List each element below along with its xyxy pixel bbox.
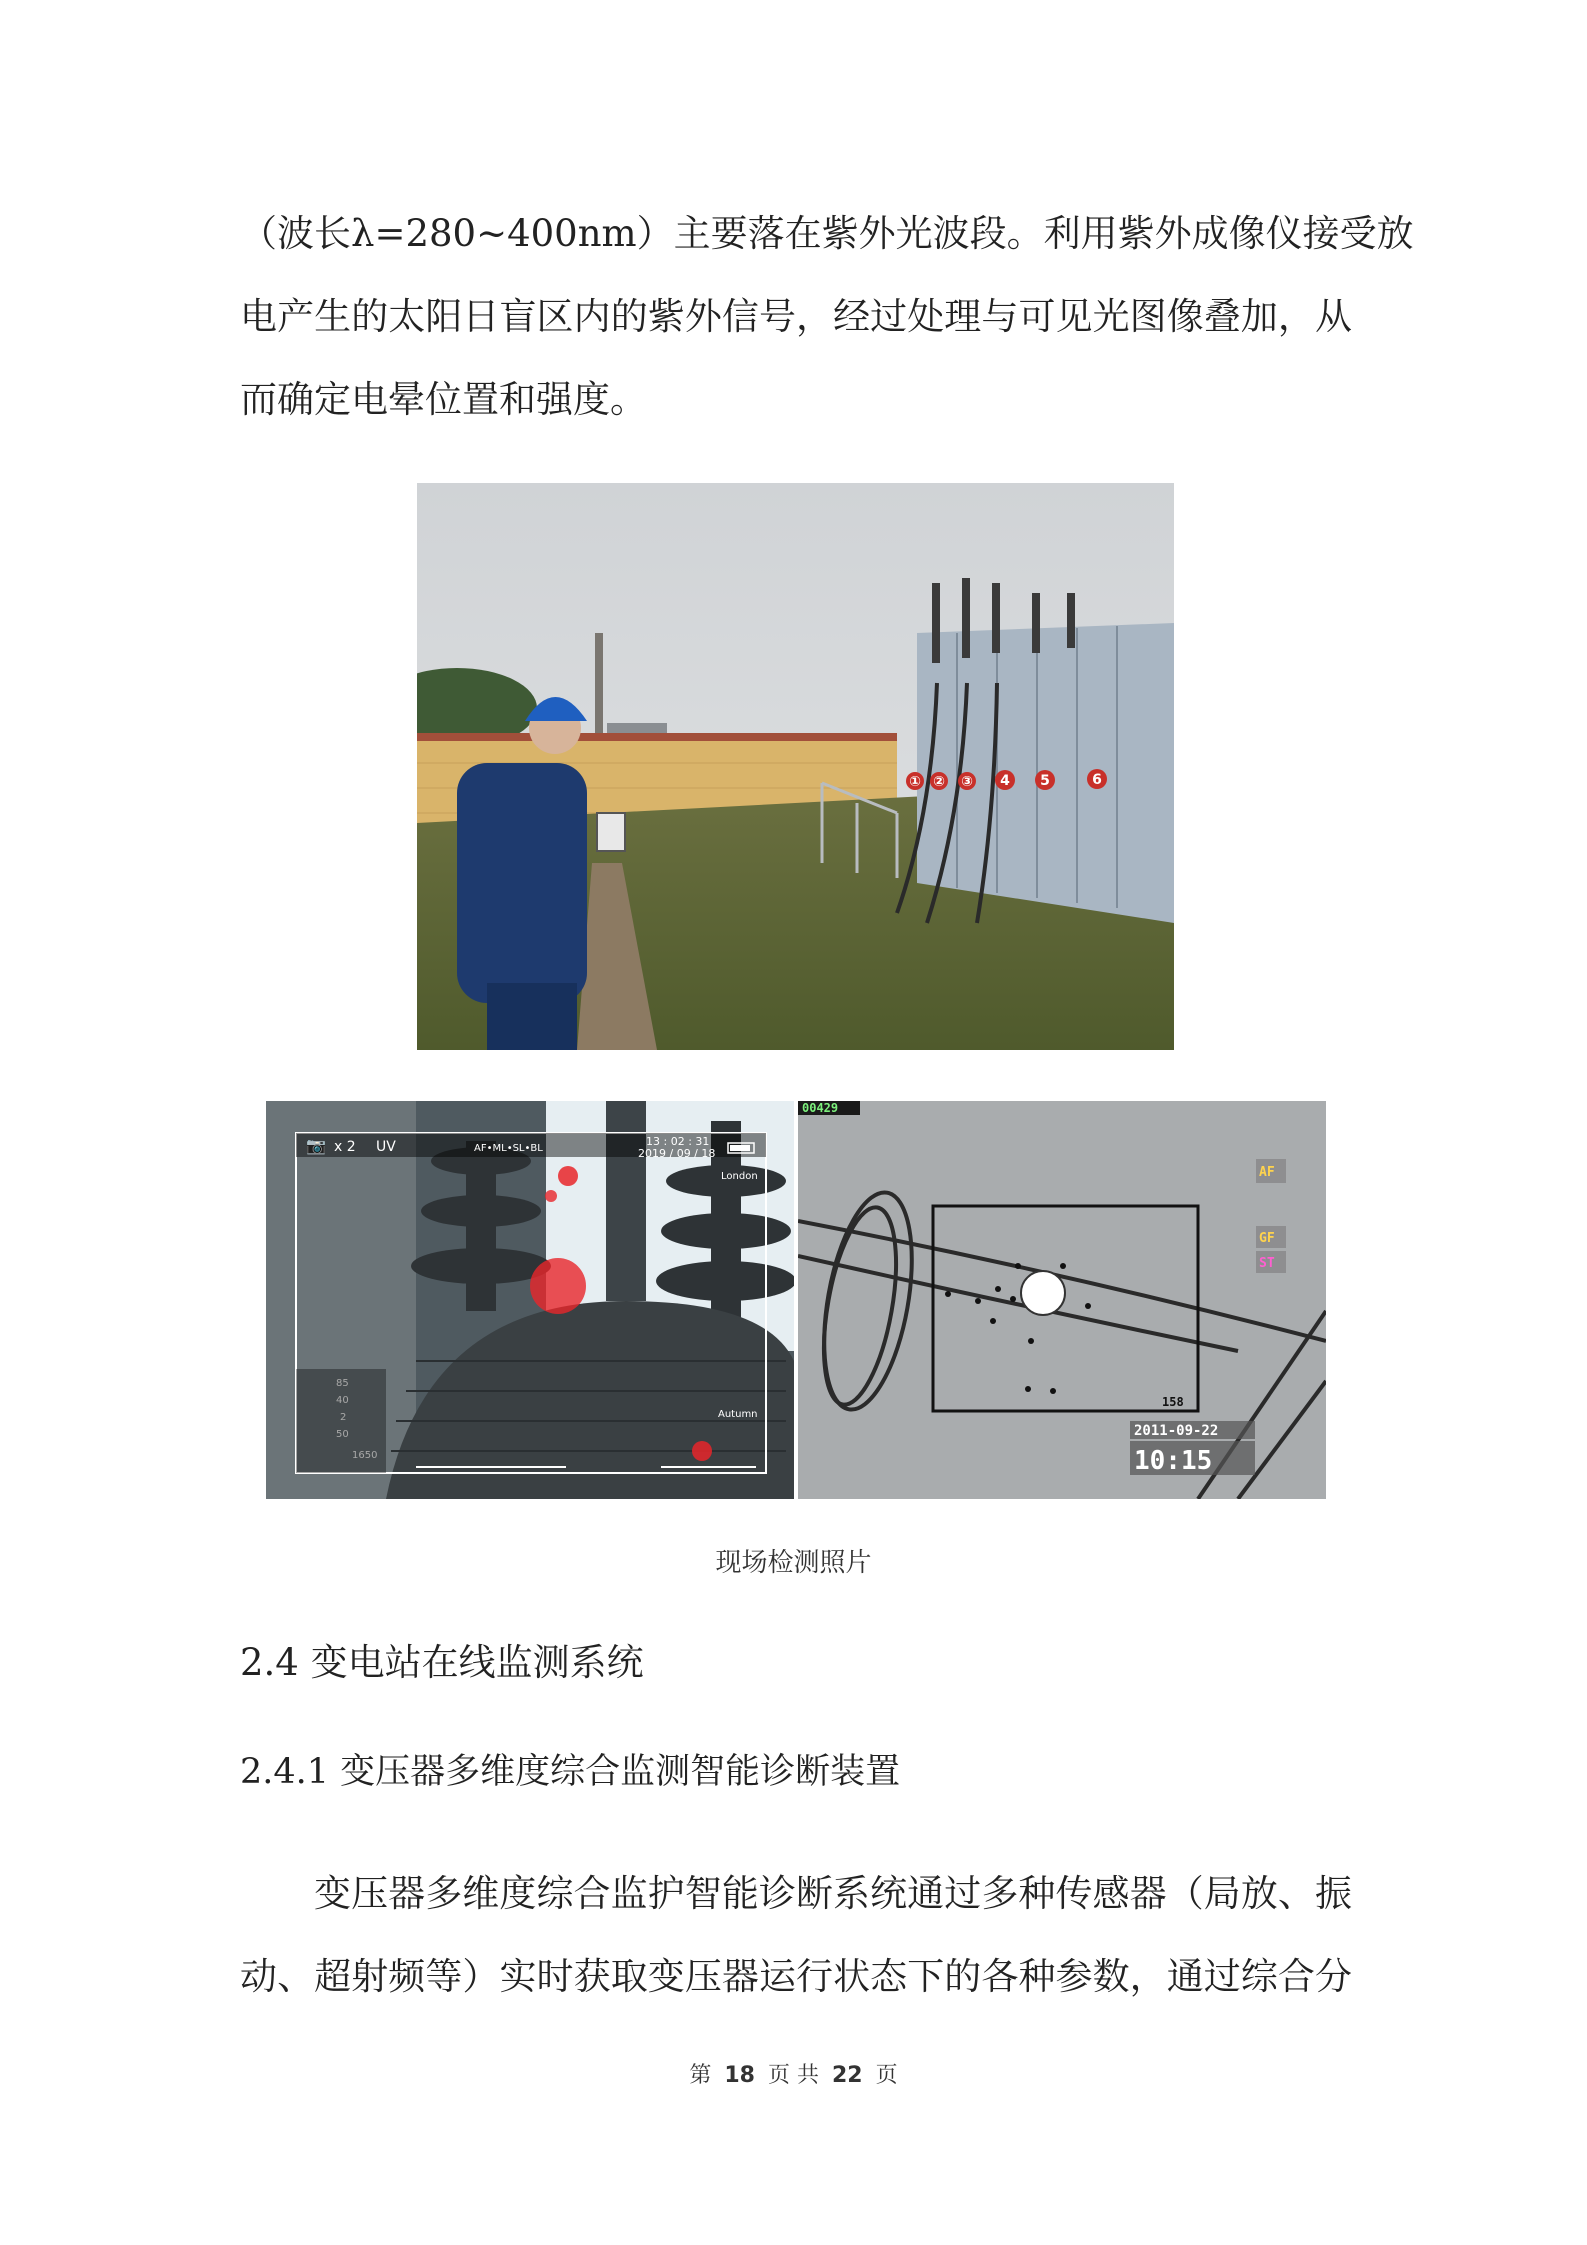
page-current: 18: [724, 2063, 755, 2088]
figure-caption: 现场检测照片: [715, 1548, 872, 1578]
body-line-1: 变压器多维度综合监护智能诊断系统通过多种传感器（局放、振: [314, 1872, 1352, 1915]
photon-count: 1650: [352, 1450, 378, 1461]
readout-3: 2: [340, 1412, 347, 1423]
osd-date: 2019 / 09 / 18: [638, 1147, 716, 1160]
corona-spot: [692, 1441, 712, 1461]
osd-time-right: 10:15: [1134, 1446, 1213, 1476]
af-status: AF•ML•SL•BL: [474, 1143, 543, 1154]
photo-drawing: [417, 483, 1174, 1050]
discharge-blob: [1021, 1271, 1065, 1315]
osd-location: London: [721, 1171, 758, 1182]
subsection-heading: 2.4.1 变压器多维度综合监测智能诊断装置: [240, 1752, 901, 1792]
page-footer: [0, 2058, 1587, 2089]
uv-right-drawing: [798, 1101, 1326, 1499]
intro-line-3: 而确定电晕位置和强度。: [240, 378, 647, 421]
uv-imager-screen-right: [798, 1101, 1326, 1499]
transformer-label-1: ①: [909, 774, 921, 790]
osd-season: Autumn: [718, 1409, 758, 1420]
readout-2: 40: [336, 1395, 349, 1406]
section-heading: 2.4 变电站在线监测系统: [240, 1641, 644, 1684]
osd-time: 13 : 02 : 31: [646, 1135, 710, 1148]
intro-line-2: 电产生的太阳日盲区内的紫外信号，经过处理与可见光图像叠加，从: [240, 295, 1352, 338]
readout-1: 85: [336, 1378, 349, 1389]
wall-cap: [417, 733, 897, 741]
uv-left-drawing: [266, 1101, 794, 1499]
intro-paragraph: [240, 192, 1414, 441]
frame-value: 158: [1162, 1395, 1184, 1409]
transformer-label-2: ②: [933, 774, 945, 790]
body-paragraph: [240, 1852, 1352, 2018]
osd-date-right: 2011-09-22: [1134, 1423, 1219, 1439]
tag-st: ST: [1259, 1256, 1275, 1271]
corona-spot: [545, 1190, 557, 1202]
transformer-label-6: 6: [1092, 772, 1102, 788]
uv-mode: UV: [376, 1139, 396, 1155]
body-line-2: 动、超射频等）实时获取变压器运行状态下的各种参数，通过综合分: [240, 1955, 1352, 1998]
frame-counter: 00429: [802, 1101, 839, 1115]
footer-label-1: 第: [689, 2063, 712, 2088]
corona-spot: [558, 1166, 578, 1186]
zoom-level: x 2: [334, 1139, 356, 1155]
uv-camera-device: [597, 813, 625, 851]
transformer-label-3: ③: [961, 774, 973, 790]
footer-label-2: 页 共: [768, 2063, 819, 2088]
page-total: 22: [832, 2063, 863, 2088]
transformer-label-4: 4: [1000, 773, 1010, 789]
corona-spot: [530, 1258, 586, 1314]
field-inspection-photo: [417, 483, 1174, 1050]
camera-icon: 📷: [306, 1136, 326, 1155]
footer-label-3: 页: [875, 2063, 898, 2088]
tag-af: AF: [1259, 1165, 1275, 1180]
intro-line-1: （波长λ=280~400nm）主要落在紫外光波段。利用紫外成像仪接受放: [240, 212, 1414, 255]
uv-imager-screen-left: [266, 1101, 794, 1499]
transformer-label-5: 5: [1040, 773, 1050, 789]
tag-gf: GF: [1259, 1231, 1275, 1246]
readout-4: 50: [336, 1429, 349, 1440]
